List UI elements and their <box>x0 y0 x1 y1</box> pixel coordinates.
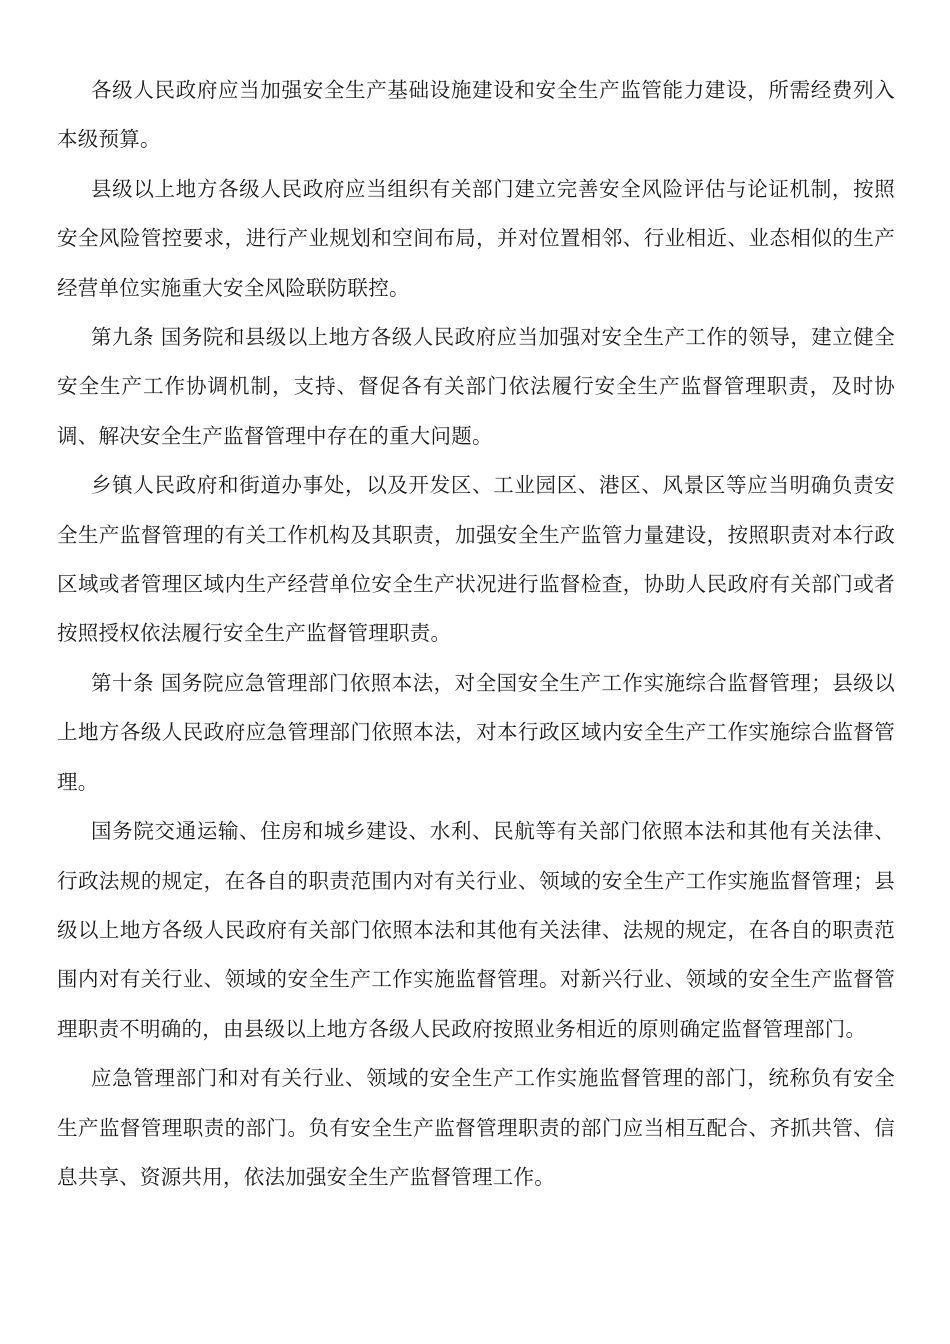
paragraph: 各级人民政府应当加强安全生产基础设施建设和安全生产监管能力建设，所需经费列入本级预算。 <box>57 78 895 152</box>
paragraph: 乡镇人民政府和街道办事处，以及开发区、工业园区、港区、风景区等应当明确负责安全生产监督管理的有关工作机构及其职责，加强安全生产监管力量建设，按照职责对本行政区域或者管理区域内生产经营单位安全生产状况进行监督检查，协助人民政府有关部门或者按照授权依法履行安全生产监督管理职责。 <box>57 473 895 646</box>
paragraph: 县级以上地方各级人民政府应当组织有关部门建立完善安全风险评估与论证机制，按照安全风险管控要求，进行产业规划和空间布局，并对位置相邻、行业相近、业态相似的生产经营单位实施重大安全风险联防联控。 <box>57 176 895 300</box>
paragraph: 应急管理部门和对有关行业、领域的安全生产工作实施监督管理的部门，统称负有安全生产监督管理职责的部门。负有安全生产监督管理职责的部门应当相互配合、齐抓共管、信息共享、资源共用，依法加强安全生产监督管理工作。 <box>57 1066 895 1189</box>
paragraph: 国务院交通运输、住房和城乡建设、水利、民航等有关部门依照本法和其他有关法律、行政法规的规定，在各自的职责范围内对有关行业、领域的安全生产工作实施监督管理；县级以上地方各级人民政府有关部门依照本法和其他有关法律、法规的规定，在各自的职责范围内对有关行业、领域的安全生产工作实施监督管理。对新兴行业、领域的安全生产监督管理职责不明确的，由县级以上地方各级人民政府按照业务相近的原则确定监督管理部门。 <box>57 819 895 1041</box>
paragraph-article-10: 第十条 国务院应急管理部门依照本法，对全国安全生产工作实施综合监督管理；县级以上地方各级人民政府应急管理部门依照本法，对本行政区域内安全生产工作实施综合监督管理。 <box>57 670 895 794</box>
paragraph-article-9: 第九条 国务院和县级以上地方各级人民政府应当加强对安全生产工作的领导，建立健全安全生产工作协调机制，支持、督促各有关部门依法履行安全生产监督管理职责，及时协调、解决安全生产监督管理中存在的重大问题。 <box>57 325 895 448</box>
document-body <box>57 66 895 1202</box>
